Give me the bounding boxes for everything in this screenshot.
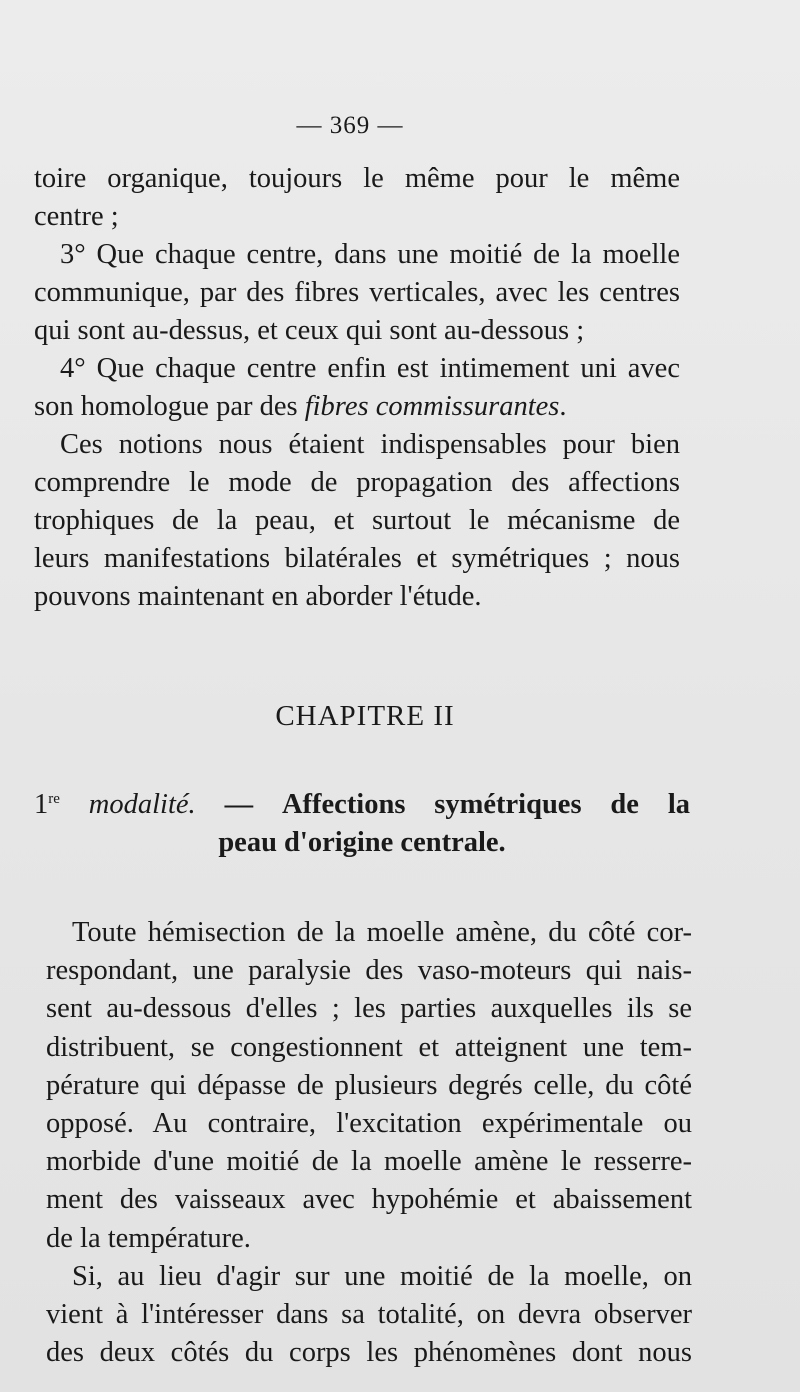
section-number: 1re: [34, 789, 60, 820]
section-title-text-2: peau d'origine centrale.: [218, 827, 506, 858]
section-title: [34, 786, 690, 862]
text-line: centre ;: [34, 201, 119, 232]
text-line: respondant, une paralysie des vaso-moteurs qui nais-: [46, 955, 692, 987]
text-line-homologue: [34, 388, 680, 426]
section-title-line1: [34, 786, 690, 824]
text-line: qui sont au-dessus, et ceux qui sont au-dessous ;: [34, 315, 585, 346]
text-line: 3° Que chaque centre, dans une moitié de la moelle: [60, 239, 680, 270]
homologue-after: .: [559, 391, 567, 422]
text-line: vient à l'intéresser dans sa totalité, on devra observer: [46, 1298, 692, 1330]
text-line: morbide d'une moitié de la moelle amène le resserre-: [46, 1146, 692, 1178]
text-line: trophiques de la peau, et surtout le mécanisme de: [34, 505, 680, 536]
text-line: Toute hémisection de la moelle amène, du côté cor-: [72, 917, 692, 948]
page-number: — 369 —: [296, 112, 404, 139]
chapter-heading: CHAPITRE II: [275, 700, 455, 732]
text-line: de la température.: [46, 1222, 251, 1254]
text-line: Ces notions nous étaient indispensables pour bien: [60, 429, 680, 460]
text-line: pouvons maintenant en aborder l'étude.: [34, 581, 482, 612]
text-line: toire organique, toujours le même pour le même: [34, 163, 680, 194]
text-line: comprendre le mode de propagation des affections: [34, 467, 680, 498]
text-line: 4° Que chaque centre enfin est intimement uni avec: [60, 353, 680, 384]
text-line: ment des vaisseaux avec hypohémie et abaissement: [46, 1184, 692, 1216]
top-paragraphs: [34, 160, 680, 616]
text-line: pérature qui dépasse de plusieurs degrés celle, du côté: [46, 1069, 692, 1101]
text-line: Si, au lieu d'agir sur une moitié de la moelle, on: [72, 1260, 692, 1292]
text-line: sent au-dessous d'elles ; les parties auxquelles ils se: [46, 993, 692, 1025]
text-line: leurs manifestations bilatérales et symétriques ; nous: [34, 543, 680, 574]
homologue-italic: fibres commissurantes: [304, 391, 560, 422]
homologue-before: son homologue par des: [34, 391, 305, 422]
text-line: opposé. Au contraire, l'excitation expérimentale ou: [46, 1107, 692, 1139]
section-label: modalité.: [88, 789, 196, 820]
section-dash: —: [224, 789, 254, 820]
text-line: distribuent, se congestionnent et atteignent une tem-: [46, 1031, 692, 1063]
text-line: communique, par des fibres verticales, avec les centres: [34, 277, 680, 308]
section-title-text-1: Affections symétriques de la: [281, 789, 690, 820]
hemisection-paragraph: [46, 914, 692, 1372]
text-line: des deux côtés du corps les phénomènes dont nous: [46, 1337, 692, 1369]
